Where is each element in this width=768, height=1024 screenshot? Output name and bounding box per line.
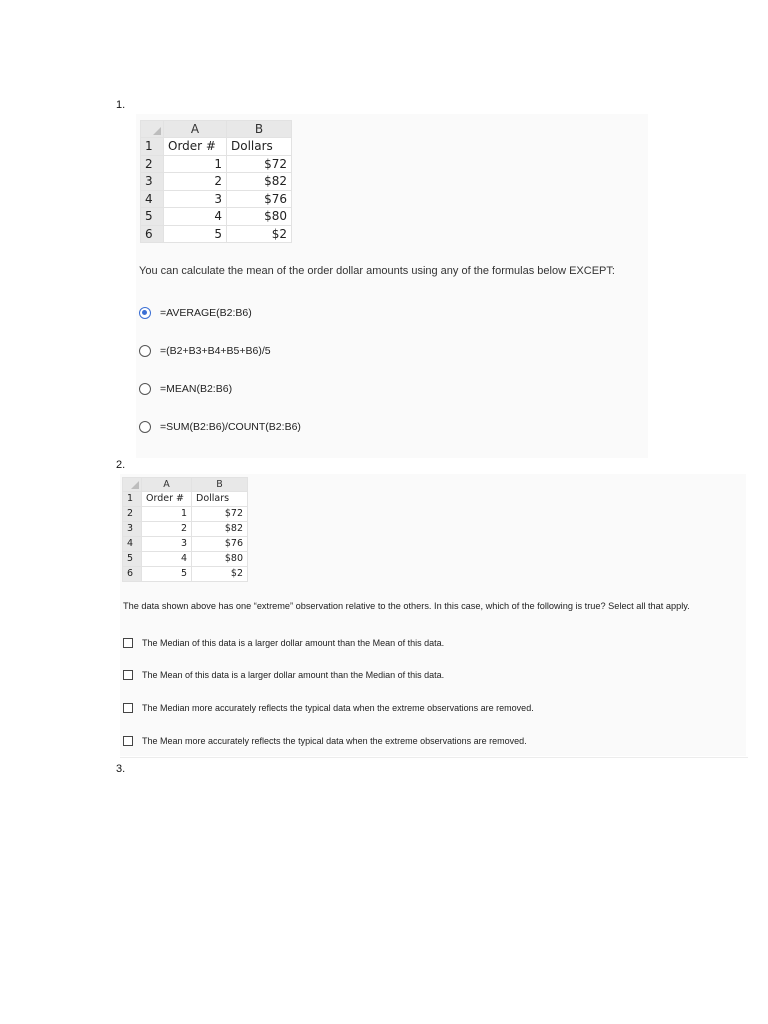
- cell-a1: Order #: [142, 491, 192, 506]
- question-3-number: 3.: [116, 763, 126, 775]
- radio-button[interactable]: [139, 383, 151, 395]
- cell-a2: 1: [142, 506, 192, 521]
- row-header: 5: [141, 208, 164, 226]
- cell-a3: 2: [142, 521, 192, 536]
- checkbox[interactable]: [123, 703, 133, 713]
- question-2-divider: [120, 757, 748, 758]
- cell-b1: Dollars: [192, 491, 248, 506]
- checkbox[interactable]: [123, 670, 133, 680]
- select-all-corner: [123, 478, 142, 492]
- select-all-corner: [141, 121, 164, 138]
- cell-b3: $82: [227, 173, 292, 191]
- cell-b2: $72: [192, 506, 248, 521]
- column-header-b: B: [192, 478, 248, 492]
- row-header: 6: [141, 225, 164, 243]
- question-1-number: 1.: [116, 99, 126, 111]
- option-label: The Mean more accurately reflects the typical data when the extreme observations are removed.: [142, 736, 527, 746]
- question-1-option-4[interactable]: [139, 421, 301, 433]
- question-2-option-4[interactable]: [123, 736, 527, 746]
- question-2-number: 2.: [116, 459, 126, 471]
- option-label: =MEAN(B2:B6): [160, 383, 233, 395]
- radio-button-selected[interactable]: [139, 307, 151, 319]
- radio-button[interactable]: [139, 421, 151, 433]
- row-header: 4: [123, 536, 142, 551]
- row-header: 2: [141, 155, 164, 173]
- cell-a2: 1: [164, 155, 227, 173]
- option-label: The Mean of this data is a larger dollar amount than the Median of this data.: [142, 670, 445, 680]
- cell-b4: $76: [192, 536, 248, 551]
- row-header: 4: [141, 190, 164, 208]
- question-1-prompt: You can calculate the mean of the order dollar amounts using any of the formulas below EXCEPT:: [139, 265, 615, 277]
- cell-a4: 3: [164, 190, 227, 208]
- cell-b1: Dollars: [227, 138, 292, 156]
- question-2-option-2[interactable]: [123, 670, 444, 680]
- question-2-option-3[interactable]: [123, 703, 534, 713]
- cell-a6: 5: [142, 566, 192, 581]
- row-header: 3: [123, 521, 142, 536]
- option-label: =SUM(B2:B6)/COUNT(B2:B6): [160, 421, 301, 433]
- cell-a3: 2: [164, 173, 227, 191]
- cell-a1: Order #: [164, 138, 227, 156]
- question-2-prompt: The data shown above has one “extreme” observation relative to the others. In this case, which of the following is true? Select all that apply.: [123, 601, 690, 611]
- question-2-option-1[interactable]: [123, 638, 444, 648]
- option-label: The Median more accurately reflects the typical data when the extreme observations are removed.: [142, 703, 534, 713]
- cell-a5: 4: [142, 551, 192, 566]
- column-header-a: A: [164, 121, 227, 138]
- row-header: 2: [123, 506, 142, 521]
- row-header: 1: [141, 138, 164, 156]
- checkbox[interactable]: [123, 638, 133, 648]
- column-header-b: B: [227, 121, 292, 138]
- row-header: 3: [141, 173, 164, 191]
- row-header: 5: [123, 551, 142, 566]
- option-label: The Median of this data is a larger dollar amount than the Mean of this data.: [142, 638, 445, 648]
- cell-b6: $2: [192, 566, 248, 581]
- row-header: 1: [123, 491, 142, 506]
- cell-b3: $82: [192, 521, 248, 536]
- question-1-option-2[interactable]: [139, 345, 271, 357]
- question-1-option-3[interactable]: [139, 383, 232, 395]
- option-label: =(B2+B3+B4+B5+B6)/5: [160, 345, 271, 357]
- radio-button[interactable]: [139, 345, 151, 357]
- option-label: =AVERAGE(B2:B6): [160, 307, 252, 319]
- cell-b6: $2: [227, 225, 292, 243]
- cell-b5: $80: [227, 208, 292, 226]
- column-header-a: A: [142, 478, 192, 492]
- cell-a6: 5: [164, 225, 227, 243]
- question-1-spreadsheet: [140, 120, 292, 243]
- cell-a5: 4: [164, 208, 227, 226]
- cell-a4: 3: [142, 536, 192, 551]
- question-1-option-1[interactable]: [139, 307, 252, 319]
- cell-b2: $72: [227, 155, 292, 173]
- row-header: 6: [123, 566, 142, 581]
- cell-b5: $80: [192, 551, 248, 566]
- cell-b4: $76: [227, 190, 292, 208]
- question-2-spreadsheet: [122, 477, 248, 582]
- checkbox[interactable]: [123, 736, 133, 746]
